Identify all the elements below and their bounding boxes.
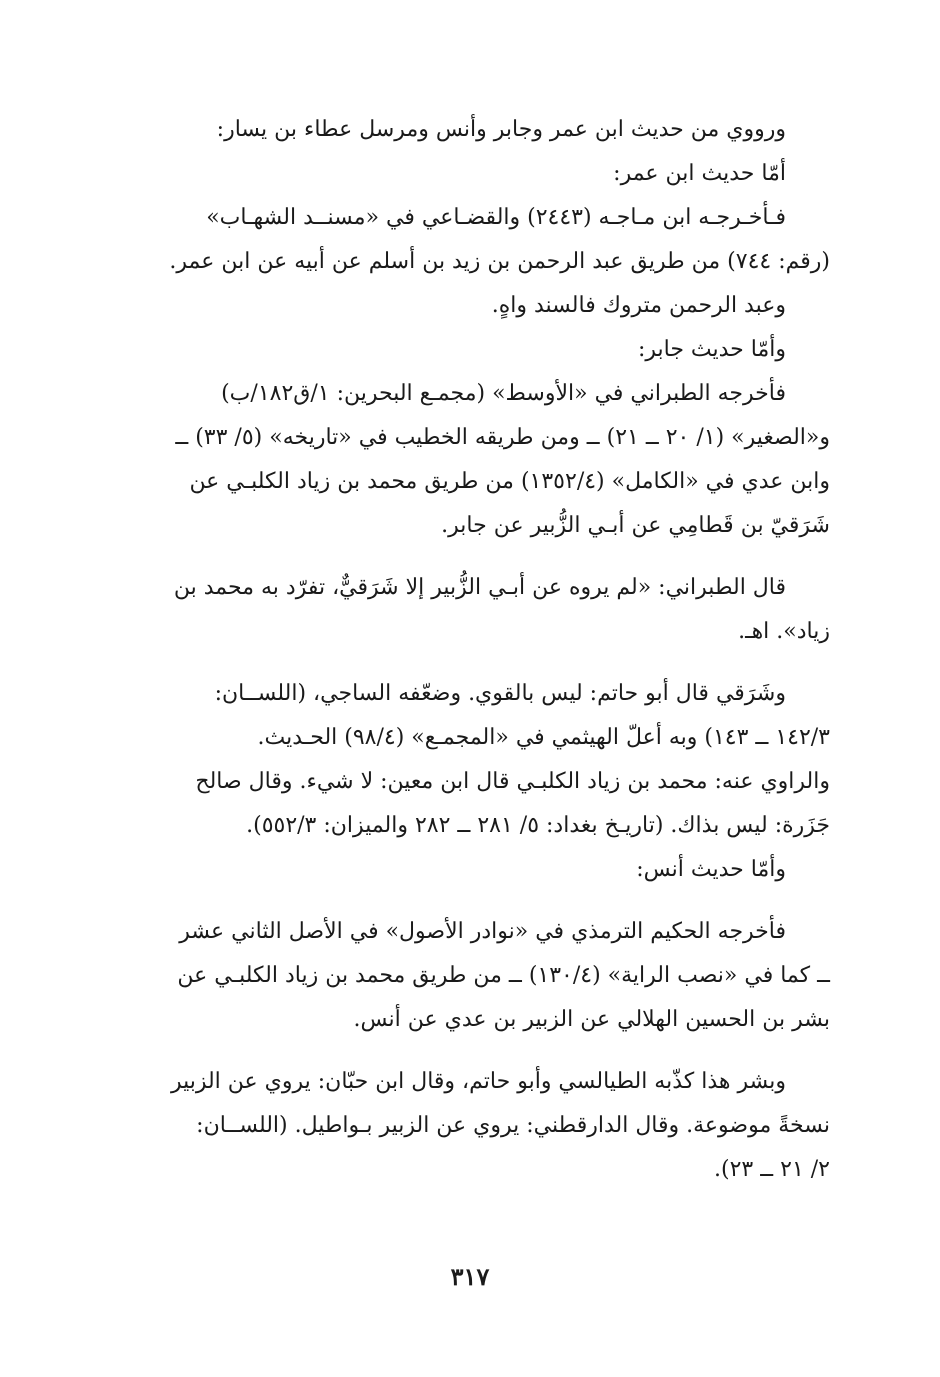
- paragraph-gap: [130, 548, 830, 566]
- text-line: ١٤٢/٣ ــ ١٤٣) وبه أعلّ الهيثمي في «المجمـع» (٩٨/٤) الحـديث.: [257, 725, 830, 750]
- text-line: قال الطبراني: «لم يروه عن أبـي الزُّبير إلا شَرَقيٌّ، تفرّد به محمد بن: [173, 575, 786, 600]
- body-text: [130, 108, 830, 1192]
- text-line: فـأخـرجـه ابن مـاجـه (٢٤٤٣) والقضـاعي في «مسنــد الشهـاب»: [206, 205, 786, 230]
- text-line: (رقم: ٧٤٤) من طريق عبد الرحمن بن زيد بن أسلم عن أبيه عن ابن عمر.: [169, 249, 830, 274]
- page-number: ٣١٧: [450, 1262, 490, 1291]
- text-line: أمّا حديث ابن عمر:: [613, 161, 786, 186]
- text-line: ورووي من حديث ابن عمر وجابر وأنس ومرسل عطاء بن يسار:: [216, 117, 786, 142]
- text-line: والراوي عنه: محمد بن زياد الكلبـي قال ابن معين: لا شيء. وقال صالح: [195, 769, 830, 794]
- text-line: وبشر هذا كذّبه الطيالسي وأبو حاتم، وقال ابن حبّان: يروي عن الزبير: [170, 1069, 786, 1094]
- text-line: وابن عدي في «الكامل» (١٣٥٢/٤) من طريق محمد بن زياد الكلبـي عن: [189, 469, 830, 494]
- text-line: جَزَرة: ليس بذاك. (تاريـخ بغداد: ٥/ ٢٨١ ــ ٢٨٢ والميزان: ٥٥٢/٣).: [246, 813, 830, 838]
- text-line: وعبد الرحمن متروك فالسند واهٍ.: [491, 293, 786, 318]
- text-line: ٢/ ٢١ ــ ٢٣).: [714, 1157, 830, 1182]
- text-line: نسخةً موضوعة. وقال الدارقطني: يروي عن الزبير بـواطيل. (اللســان:: [196, 1113, 830, 1138]
- text-line: بشر بن الحسين الهلالي عن الزبير بن عدي عن أنس.: [353, 1007, 830, 1032]
- text-line: ــ كما في «نصب الراية» (١٣٠/٤) ــ من طريق محمد بن زياد الكلبـي عن: [177, 963, 830, 988]
- text-line: وشَرَقي قال أبو حاتم: ليس بالقوي. وضعّفه الساجي، (اللســان:: [214, 681, 786, 706]
- text-line: وأمّا حديث جابر:: [637, 337, 786, 362]
- text-line: فأخرجه الطبراني في «الأوسط» (مجمـع البحرين: ١/ق١٨٢/ب): [221, 381, 786, 406]
- paragraph-gap: [130, 654, 830, 672]
- text-line: وأمّا حديث أنس:: [636, 857, 786, 882]
- paragraph-gap: [130, 1042, 830, 1060]
- text-line: فأخرجه الحكيم الترمذي في «نوادر الأصول» في الأصل الثاني عشر: [179, 919, 786, 944]
- text-line: شَرَقيّ بن قَطامِي عن أبـي الزُّبير عن جابر.: [441, 513, 830, 538]
- text-line: و«الصغير» (١/ ٢٠ ــ ٢١) ــ ومن طريقه الخطيب في «تاريخه» (٥/ ٣٣) ــ: [175, 425, 830, 450]
- paragraph-gap: [130, 892, 830, 910]
- text-line: زياد». اهـ.: [738, 619, 830, 644]
